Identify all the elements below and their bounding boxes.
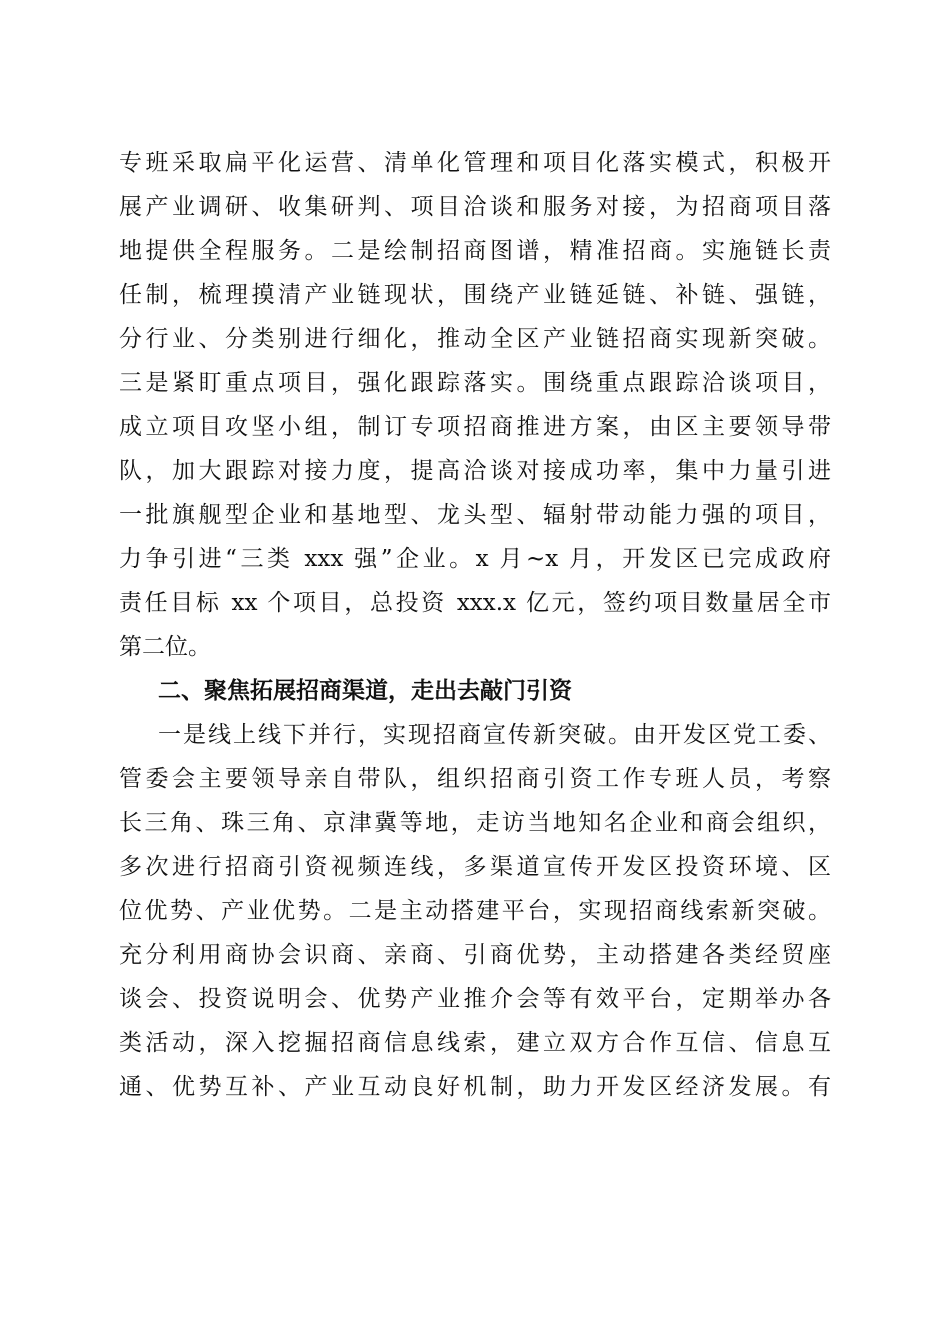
paragraph-line: 类活动，深入挖掘招商信息线索，建立双方合作互信、信息互 xyxy=(119,1030,831,1056)
paragraph-line: 一批旗舰型企业和基地型、龙头型、辐射带动能力强的项目， xyxy=(119,502,831,528)
paragraph-line: 三是紧盯重点项目，强化跟踪落实。围绕重点跟踪洽谈项目， xyxy=(119,370,831,396)
paragraph-line: 分行业、分类别进行细化，推动全区产业链招商实现新突破。 xyxy=(119,326,831,352)
paragraph-line: 多次进行招商引资视频连线，多渠道宣传开发区投资环境、区 xyxy=(119,854,831,880)
paragraph-line: 谈会、投资说明会、优势产业推介会等有效平台，定期举办各 xyxy=(119,986,831,1012)
paragraph-line: 位优势、产业优势。二是主动搭建平台，实现招商线索新突破。 xyxy=(119,898,831,924)
paragraph-line: 管委会主要领导亲自带队，组织招商引资工作专班人员，考察 xyxy=(119,766,831,792)
paragraph-line-first: 一是线上线下并行，实现招商宣传新突破。由开发区党工委、 xyxy=(158,722,831,748)
paragraph-line: 地提供全程服务。二是绘制招商图谱，精准招商。实施链长责 xyxy=(119,238,831,264)
paragraph-line: 充分利用商协会识商、亲商、引商优势，主动搭建各类经贸座 xyxy=(119,942,831,968)
paragraph-line: 专班采取扁平化运营、清单化管理和项目化落实模式，积极开 xyxy=(119,150,831,176)
paragraph-line: 责任目标 xx 个项目，总投资 xxx.x 亿元，签约项目数量居全市 xyxy=(119,590,831,616)
paragraph-line: 展产业调研、收集研判、项目洽谈和服务对接，为招商项目落 xyxy=(119,194,831,220)
paragraph-line: 长三角、珠三角、京津冀等地，走访当地知名企业和商会组织， xyxy=(119,810,831,836)
paragraph-line: 任制，梳理摸清产业链现状，围绕产业链延链、补链、强链， xyxy=(119,282,831,308)
section-heading: 二、聚焦拓展招商渠道，走出去敲门引资 xyxy=(158,678,572,704)
paragraph-line: 通、优势互补、产业互动良好机制，助力开发区经济发展。有 xyxy=(119,1074,831,1100)
paragraph-line: 力争引进“三类 xxx 强”企业。x 月~x 月，开发区已完成政府 xyxy=(119,546,831,572)
paragraph-line-last: 第二位。 xyxy=(119,634,211,660)
paragraph-line: 成立项目攻坚小组，制订专项招商推进方案，由区主要领导带 xyxy=(119,414,831,440)
paragraph-line: 队，加大跟踪对接力度，提高洽谈对接成功率，集中力量引进 xyxy=(119,458,831,484)
